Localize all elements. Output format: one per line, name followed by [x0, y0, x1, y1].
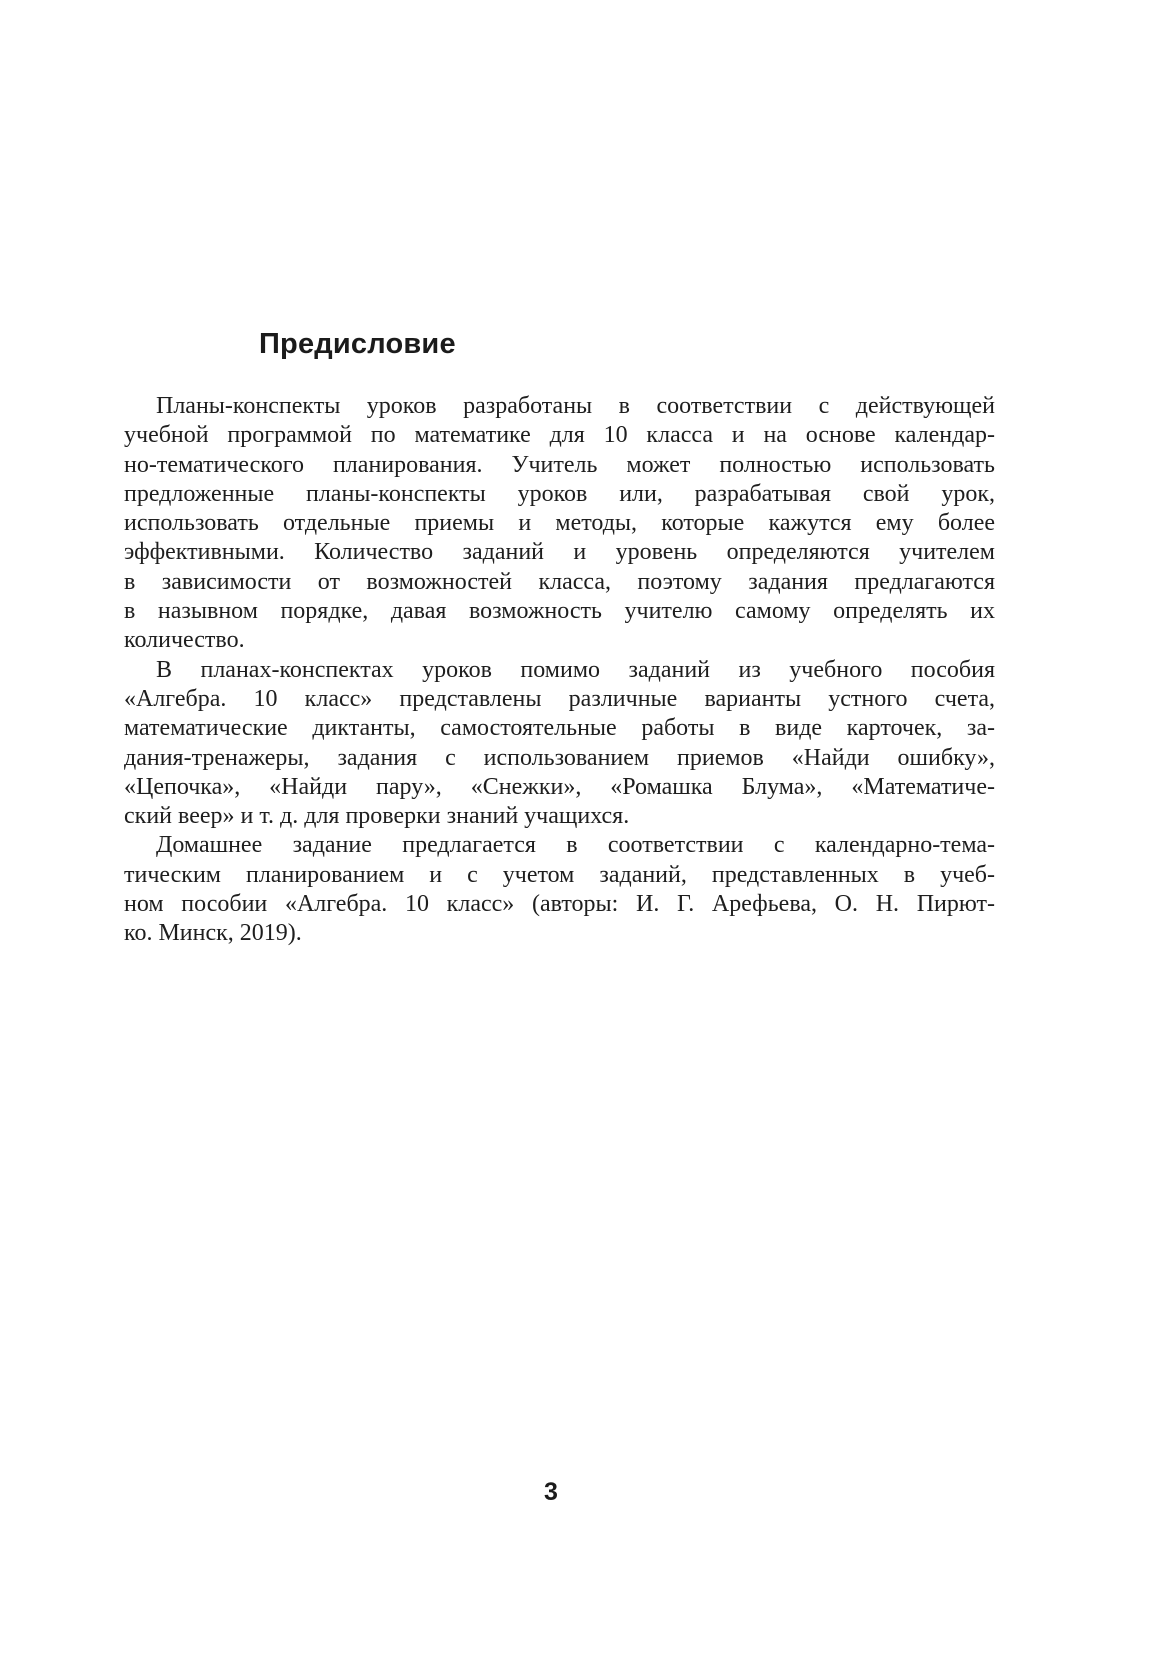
page-number: 3	[544, 1478, 558, 1506]
text-line: дания-тренажеры, задания с использованием приемов «Найди ошибку»,	[124, 744, 995, 771]
text-line: эффективными. Количество заданий и уровень определяются учителем	[124, 539, 995, 566]
paragraph-3	[124, 831, 995, 948]
text-line: математические диктанты, самостоятельные работы в виде карточек, за-	[124, 715, 995, 742]
paragraph-2	[124, 656, 995, 832]
text-line: предложенные планы-конспекты уроков или, разрабатывая свой урок,	[124, 480, 995, 507]
text-line: ко. Минск, 2019).	[124, 920, 302, 947]
page-title: Предисловие	[259, 328, 456, 360]
text-line: «Алгебра. 10 класс» представлены различные варианты устного счета,	[124, 685, 995, 712]
text-line: «Цепочка», «Найди пару», «Снежки», «Ромашка Блума», «Математиче-	[124, 773, 995, 800]
text-line: в зависимости от возможностей класса, поэтому задания предлагаются	[124, 568, 995, 595]
text-line: В планах-конспектах уроков помимо заданий из учебного пособия	[156, 656, 995, 683]
text-line: ский веер» и т. д. для проверки знаний учащихся.	[124, 803, 630, 830]
text-line: количество.	[124, 627, 245, 654]
text-line: но-тематического планирования. Учитель может полностью использовать	[124, 451, 995, 478]
text-line: учебной программой по математике для 10 класса и на основе календар-	[124, 422, 995, 449]
text-line: использовать отдельные приемы и методы, которые кажутся ему более	[124, 510, 995, 537]
body-text	[124, 392, 995, 949]
text-line: тическим планированием и с учетом заданий, представленных в учеб-	[124, 861, 995, 888]
text-line: в назывном порядке, давая возможность учителю самому определять их	[124, 598, 995, 625]
text-line: ном пособии «Алгебра. 10 класс» (авторы: И. Г. Арефьева, О. Н. Пирют-	[124, 891, 995, 918]
paragraph-1	[124, 392, 995, 656]
text-line: Планы-конспекты уроков разработаны в соответствии с действующей	[156, 393, 995, 419]
text-line: Домашнее задание предлагается в соответствии с календарно-тема-	[156, 832, 995, 859]
